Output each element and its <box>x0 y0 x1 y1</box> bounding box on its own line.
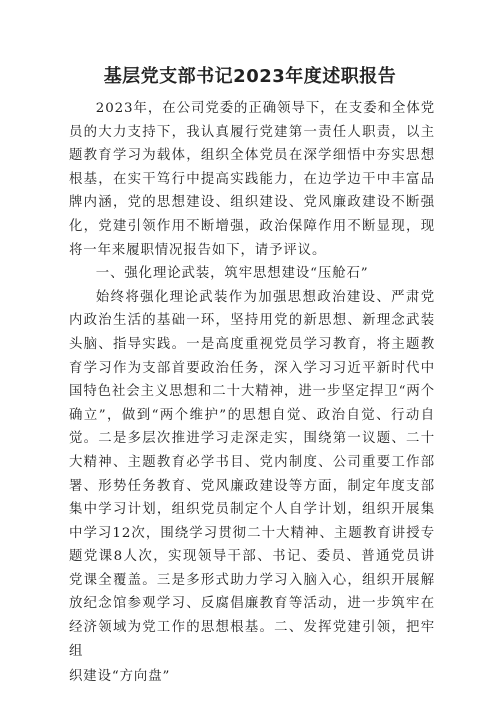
section-1-paragraph: 始终将强化理论武装作为加强思想政治建设、严肃党内政治生活的基础一环，坚持用党的新思想、新理念武装头脑、指导实践。一是高度重视党员学习教育，将主题教育学习作为支部首要政治任务，深入学习习近平新时代中国特色社会主义思想和二十大精神，进一步坚定捍卫“两个确立”，做到“两个维护”的思想自觉、政治自觉、行动自觉。二是多层次推进学习走深走实，围绕第一议题、二十大精神、主题教育必学书目、党内制度、公司重要工作部署、形势任务教育、党风廉政建设等方面，制定年度支部集中学习计划，组织党员制定个人自学计划，组织开展集中学习12次，围绕学习贯彻二十大精神、主题教育讲授专题党课8人次，实现领导干部、书记、委员、普通党员讲党课全覆盖。三是多形式助力学习入脑入心，组织开展解放纪念馆参观学习、反腐倡廉教育等活动，进一步筑牢在经济领域为党工作的思想根基。二、发挥党建引领，把牢组 <box>69 289 435 659</box>
intro-paragraph: 2023年，在公司党委的正确领导下，在支委和全体党员的大力支持下，我认真履行党建第一责任人职责，以主题教育学习为载体，组织全体党员在深学细悟中夯实思想根基，在实干笃行中提高实践能力，在边学边干中丰富品牌内涵，党的思想建设、组织建设、党风廉政建设不断强化，党建引领作用不断增强，政治保障作用不断显现，现将一年来履职情况报告如下，请予评议。 <box>69 101 435 258</box>
section-heading-1: 一、强化理论武装，筑牢思想建设“压舱石” <box>95 266 369 282</box>
document-title: 基层党支部书记2023年度述职报告 <box>103 66 397 87</box>
section-heading-2-continuation: 织建设“方向盘” <box>69 669 171 685</box>
document-body <box>69 97 435 689</box>
